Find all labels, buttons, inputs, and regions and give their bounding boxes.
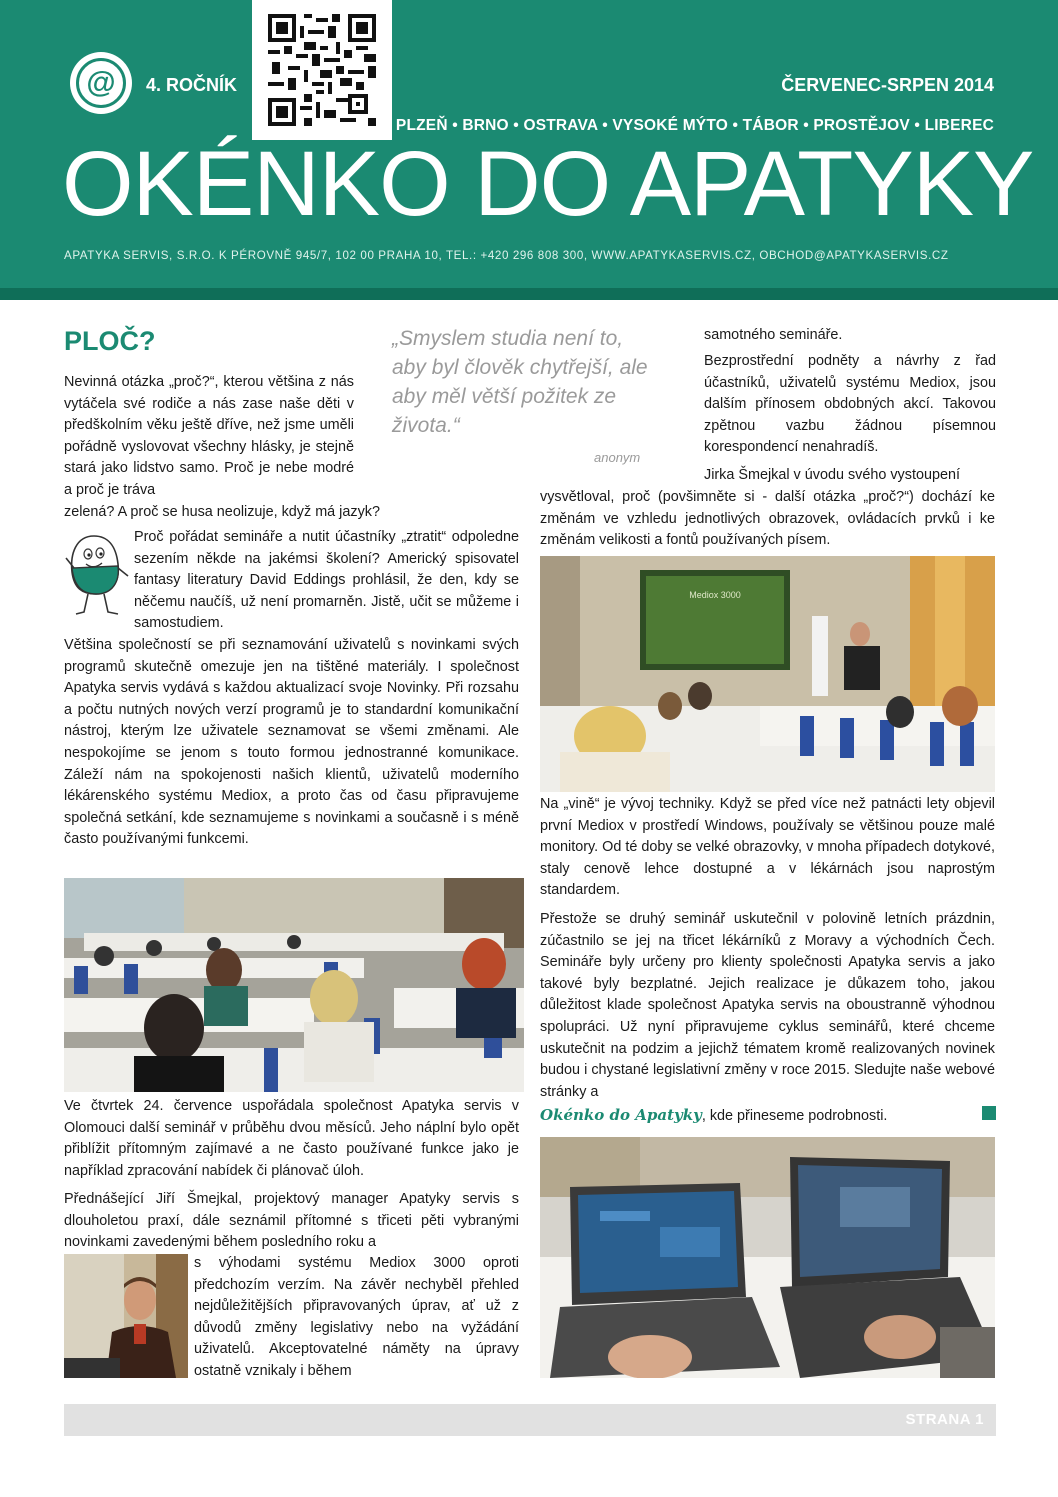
qr-code-icon [268,14,376,126]
laptops-photo [540,1137,995,1378]
paragraph-jirka: Jirka Šmejkal v úvodu svého vystoupení [704,467,960,483]
paragraph-why-seminar: Proč pořádat semináře a nutit účastníky „ztratit“ odpoledne sezením někde na jakémsi školení? Americký spisovatel fantasy literatury David Eddings prohlásil, že den, kdy se něčemu naučíš, už není promarněn. Jistě, učit se můžeme i samostudiem. [134,529,519,632]
header-band [0,0,1058,300]
article-title: PLOČ? [64,326,156,356]
seminar-audience-photo [64,878,524,1092]
lecture-room-photo [540,556,995,792]
paragraph-closing [540,1105,980,1128]
lecturer-photo [64,1254,188,1378]
pill-mascot-icon [64,528,134,620]
paragraph-seminar-end: samotného semináře. [704,327,843,343]
paragraph-intro: Nevinná otázka „proč?“, kterou většina z nás vytáčela své rodiče a nás zase naše děti v předškolním věku ještě dříve, než jsme uměli pořádně vyslovovat všechny hlásky, je stejně stará jako lidstvo samo. Proč je nebe modré a proč je tráva [64,374,354,498]
paragraph-technology: Na „vině“ je vývoj techniky. Když se před více než patnácti lety objevil první Mediox v prostředí Windows, používaly se většinou pouze malé monitory. Od té doby se velké obrazovky, v mnoha případech dotykové, staly cenově lehce dostupné a v lékárnách jsou naprostým standardem. [540,796,995,899]
paragraph-thursday: Ve čtvrtek 24. července uspořádala společnost Apatyka servis v Olomouci další seminář v průběhu dvou měsíců. Jeho náplní bylo opět přiblížit přítomným zajímavé a ne často používané funkce jako je například zpracování nabídek či plánovač úloh. [64,1098,519,1179]
page-number: STRANA 1 [905,1411,984,1428]
volume-label: 4. ROČNÍK [146,75,238,95]
issue-date: ČERVENEC-SRPEN 2014 [781,75,994,95]
masthead-title: OKÉNKO DO APATYKY [62,133,1034,235]
quote-text: „Smyslem studia není to, aby byl člověk chytřejší, ale aby měl větší požitek ze života.“ [392,327,648,437]
article-end-square-icon [982,1106,996,1120]
paragraph-companies: Většina společností se při seznamování uživatelů s novinkami svých programů skutečně omezuje jen na tištěné materiály. I společnost Apatyka servis vydává s každou aktualizací svoje Novinky. Při rozsahu a počtu nutných nových verzí programů je to standardní komunikační nástroj, kterým lze uživatele seznamovat se všemi změnami. Ale nespokojíme se jenom s touto formou jednostranné komunikace. Záleží nám na spokojenosti našich klientů, uživatelů moderního lékárenského systému Mediox, a proto čas od času připravujeme společná setkání, kde seznamujeme s novinkami a současně i s méně často používanými funkcemi. [64,637,519,848]
paragraph-mediox-advantages: s výhodami systému Mediox 3000 oproti předchozím verzím. Na závěr nechyběl přehled nejdůležitějších připravovaných úprav, ať už z důvodů změny legislativy nebo na vyžádání uživatelů. Akceptovatelné náměty na úpravy ostatně vznikaly i během [194,1255,519,1379]
signature-okenko: Okénko do Apatyky [540,1106,702,1124]
company-address: APATYKA SERVIS, S.R.O. K PÉROVNĚ 945/7, 102 00 PRAHA 10, TEL.: +420 296 808 300, WWW.APATYKASERVIS.CZ, OBCHOD@APATYKASERVIS.CZ [64,249,949,262]
projector-screen-text: Mediox 3000 [689,590,741,600]
logo-at-icon: @ [76,58,126,108]
paragraph-second-seminar: Přestože se druhý seminář uskutečnil v polovině letních prázdnin, zúčastnilo se jej na třicet lékárníků z Moravy a východních Čech. Semináře byly určeny pro klienty společnosti Apatyka servis a jako takové byly bezplatné. Jejich realizace je důkazem toho, jakou důležitost klade společnost Apatyka servis na oboustranně výhodnou spolupráci. Už nyní připravujeme cyklus seminářů, které chceme uskutečnit na podzim a jejichž tématem kromě realizovaných novinek budou i chystané legislativní změny v roce 2015. Sledujte naše webové stránky a [540,911,995,1100]
paragraph-lecturer: Přednášející Jiří Šmejkal, projektový manager Apatyky servis s dlouholetou praxí, dále seznámil přítomné s třiceti pěti vybranými novinkami zavedenými během posledního roku a [64,1191,519,1251]
quote-author: anonym [594,450,641,465]
cities-list: PLZEŇ • BRNO • OSTRAVA • VYSOKÉ MÝTO • TÁBOR • PROSTĚJOV • LIBEREC [395,117,994,134]
paragraph-changes: vysvětloval, proč (povšimněte si - další otázka „proč?“) dochází ke změnám ve vzhledu jednotlivých obrazovek, ovládacích prvků i ke změnám velikosti a fontů používaných písem. [540,489,995,549]
qr-code [252,0,392,140]
paragraph-feedback: Bezprostřední podněty a návrhy z řad účastníků, uživatelů systému Mediox, jsou dalším přínosem obdobných akcí. Takovou zpětnou vazbu žádnou písemnou korespondencí nenahradíš. [704,353,996,456]
closing-text: , kde přineseme podrobnosti. [701,1108,888,1124]
header-stripe [0,288,1058,300]
page-footer [64,1404,996,1436]
logo [70,52,132,114]
paragraph-intro-end: zelená? A proč se husa neolizuje, když má jazyk? [64,504,380,520]
